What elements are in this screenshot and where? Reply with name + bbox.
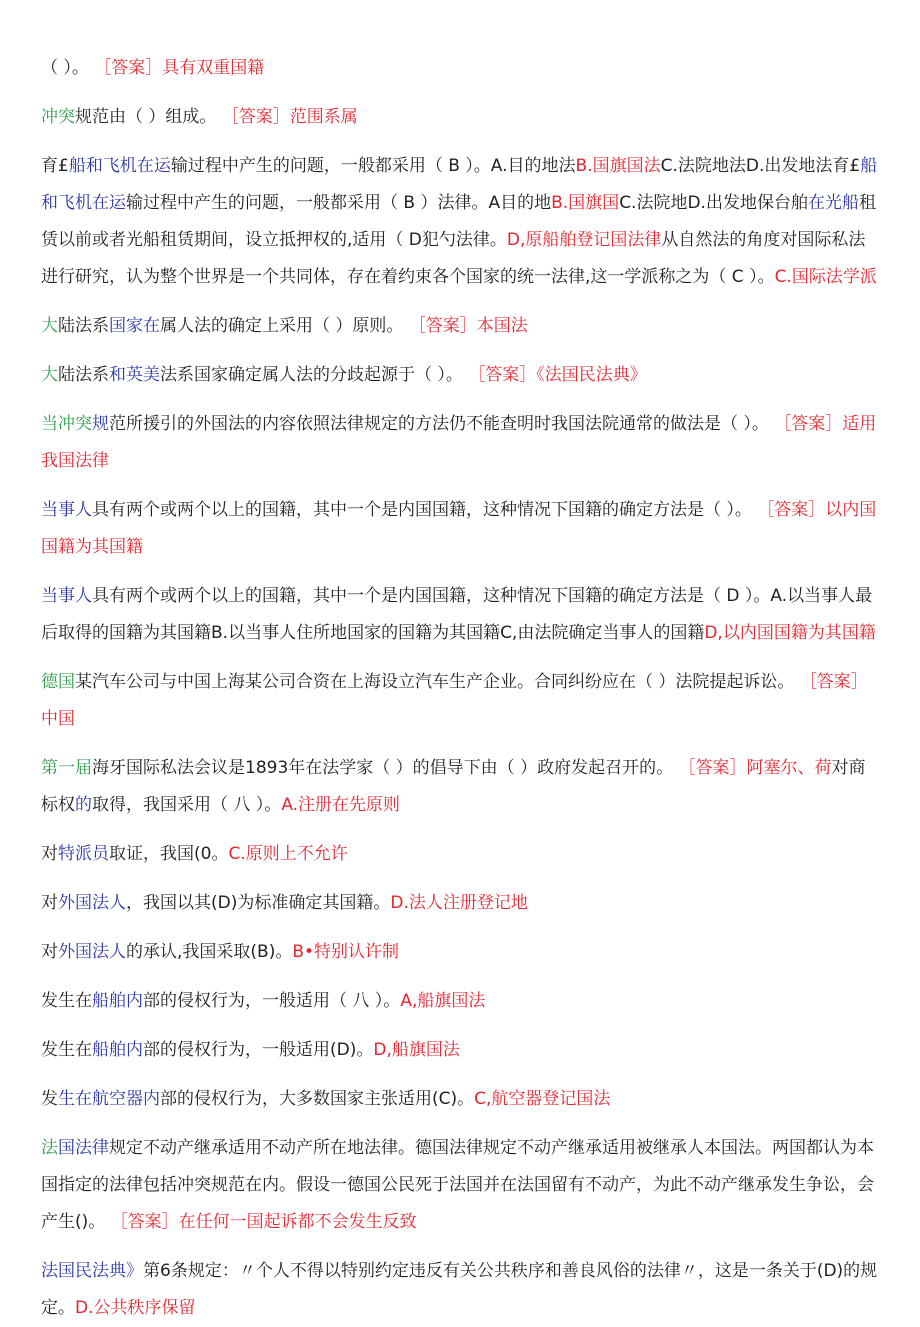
red-answer: D,原船舶登记国法律 [506, 230, 662, 250]
body-text: 法系国家确定属人法的分歧起源于（ ）。 [160, 365, 469, 385]
blue-highlight: 在光船 [807, 193, 859, 213]
body-text: ，我国以其(D)为标准确定其国籍。 [126, 893, 391, 913]
blue-highlight: 特派员 [58, 844, 109, 864]
body-text: 对 [41, 942, 58, 962]
red-answer: C,航空器登记国法 [474, 1089, 611, 1109]
green-highlight: 法 [41, 1138, 58, 1158]
body-text: 规定不动产继承适用不动产所在地法律。德国法律规定不动产继承适用被继承人本国法。两国都认为本国指定的法律包括冲突规范在内。假设一德国公民死于法国并在法国留有不动产，为此不动产继承发生争讼，会产生()。 [41, 1138, 874, 1232]
red-answer: ［答案］范围系属 [221, 107, 358, 127]
body-text: 发 [41, 1089, 58, 1109]
green-highlight: 当冲突 [41, 414, 92, 434]
paragraph-16 [41, 1081, 880, 1118]
body-text: 陆法系 [58, 316, 109, 336]
paragraph-1 [41, 50, 880, 87]
body-text: 对 [41, 893, 58, 913]
red-answer: A.注册在先原则 [281, 795, 401, 815]
body-text: 对 [41, 844, 58, 864]
paragraph-2 [41, 99, 880, 136]
paragraph-10 [41, 750, 880, 824]
green-highlight: 德国 [41, 672, 75, 692]
paragraph-15 [41, 1032, 880, 1069]
body-text: 具有两个或两个以上的国籍，其中一个是内国国籍，这种情况下国籍的确定方法是（ D ）。A.以当事人最后取得的国籍为其国籍B.以当事人住所地国家的国籍为其国籍C,由法院确定当事人的国籍 [41, 586, 873, 643]
body-text: 范所援引的外国法的内容依照法律规定的方法仍不能查明时我国法院通常的做法是（ ）。 [109, 414, 775, 434]
body-text: C.法院地法D.出发地法育£ [660, 156, 861, 176]
paragraph-5 [41, 357, 880, 394]
body-text: C.法院地D.出发地保台舶 [619, 193, 808, 213]
blue-highlight: 的 [75, 795, 92, 815]
red-answer: ［答案］在任何一国起诉都不会发生反致 [110, 1212, 417, 1232]
blue-highlight: 国法律 [58, 1138, 109, 1158]
body-text: 取证，我国(0。 [109, 844, 229, 864]
paragraph-6 [41, 406, 880, 480]
body-text: 某汽车公司与中国上海某公司合资在上海设立汽车生产企业。合同纠纷应在（ ）法院提起诉讼。 [75, 672, 800, 692]
blue-highlight: 国家在 [109, 316, 160, 336]
body-text: 具有两个或两个以上的国籍，其中一个是内国国籍，这种情况下国籍的确定方法是（ ）。 [92, 500, 758, 520]
paragraph-8 [41, 578, 880, 652]
paragraph-3 [41, 148, 880, 296]
red-answer: ［答案］具有双重国籍 [94, 58, 265, 78]
body-text: 发生在 [41, 1040, 92, 1060]
body-text: 从自然法的角度对国际私法进行研究，认为整个世界是一个共同体，存在着约束各个国家的统一法律,这一学派称之为（ C ）。 [41, 230, 866, 287]
red-answer: B•特别认许制 [292, 942, 400, 962]
red-answer: A,船旗国法 [400, 991, 486, 1011]
body-text: 发生在 [41, 991, 92, 1011]
body-text: 属人法的确定上采用（ ）原则。 [160, 316, 409, 336]
green-highlight: 第一届 [41, 758, 92, 778]
body-text: （ ）。 [41, 58, 95, 78]
body-text: 海牙国际私法会议是1893年在法学家（ ）的倡导下由（ ）政府发起召开的。 [92, 758, 679, 778]
body-text: 部的侵权行为，一般适用（ 八 ）。 [143, 991, 401, 1011]
green-highlight: 大 [41, 316, 58, 336]
body-text: 输过程中产生的问题，一般都采用（ B ）。A.目的地法 [170, 156, 576, 176]
red-answer: D.法人注册登记地 [390, 893, 528, 913]
paragraph-14 [41, 983, 880, 1020]
body-text: 育£ [41, 156, 69, 176]
red-answer: ［答案］以内国国籍为其国籍 [41, 500, 877, 557]
paragraph-18 [41, 1253, 880, 1327]
red-answer: C.国际法学派 [774, 267, 877, 287]
body-text: 陆法系 [58, 365, 109, 385]
paragraph-13 [41, 934, 880, 971]
blue-highlight: 船舶内 [92, 991, 143, 1011]
blue-highlight: 外国法人 [58, 893, 126, 913]
body-text: 输过程中产生的问题，一般都采用（ B ）法律。A目的地 [126, 193, 552, 213]
blue-highlight: 法国民法典》 [41, 1261, 143, 1281]
body-text: 取得，我国采用（ 八 ）。 [92, 795, 282, 815]
red-answer: ［答案］阿塞尔、荷 [678, 758, 832, 778]
blue-highlight: 外国法人 [58, 942, 126, 962]
body-text: 部的侵权行为，一般适用(D)。 [143, 1040, 374, 1060]
blue-highlight: 和英美 [109, 365, 160, 385]
blue-highlight: 生在航空器内 [58, 1089, 160, 1109]
red-answer: B.国旗国法 [575, 156, 661, 176]
red-answer: D.公共秩序保留 [75, 1298, 196, 1318]
body-text: 规范由（ ）组成。 [75, 107, 222, 127]
blue-highlight: 规 [92, 414, 109, 434]
green-highlight: 大 [41, 365, 58, 385]
blue-highlight: 船和飞机在运 [68, 156, 171, 176]
blue-highlight: 当事人 [41, 586, 92, 606]
body-text: 的承认,我国采取(B)。 [126, 942, 293, 962]
body-text: 租赁以前或者光船租赁期间，设立抵押权的,适用（ D犯勺法律。 [41, 193, 876, 250]
paragraph-17 [41, 1130, 880, 1241]
red-answer: ［答案］适用我国法律 [41, 414, 877, 471]
green-highlight: 冲突 [41, 107, 75, 127]
paragraph-4 [41, 308, 880, 345]
paragraph-12 [41, 885, 880, 922]
blue-highlight: 船和飞机在运 [41, 156, 878, 213]
blue-highlight: 当事人 [41, 500, 92, 520]
paragraph-7 [41, 492, 880, 566]
blue-highlight: 船舶内 [92, 1040, 143, 1060]
red-answer: ［答案］中国 [41, 672, 868, 729]
red-answer: ［答案］本国法 [408, 316, 528, 336]
body-text: 部的侵权行为，大多数国家主张适用(C)。 [160, 1089, 475, 1109]
red-answer: D,船旗国法 [373, 1040, 460, 1060]
red-answer: C.原则上不允许 [228, 844, 348, 864]
red-answer: D,以内国国籍为其国籍 [704, 623, 876, 643]
paragraph-9 [41, 664, 880, 738]
red-answer: ［答案］《法国民法典》 [468, 365, 647, 385]
body-text: 第6条规定：〃个人不得以特别约定违反有关公共秩序和善良风俗的法律〃，这是一条关于(D)的规定。 [41, 1261, 878, 1318]
paragraph-11 [41, 836, 880, 873]
body-text: 对商标权 [41, 758, 866, 815]
red-answer: B.国旗国 [551, 193, 620, 213]
